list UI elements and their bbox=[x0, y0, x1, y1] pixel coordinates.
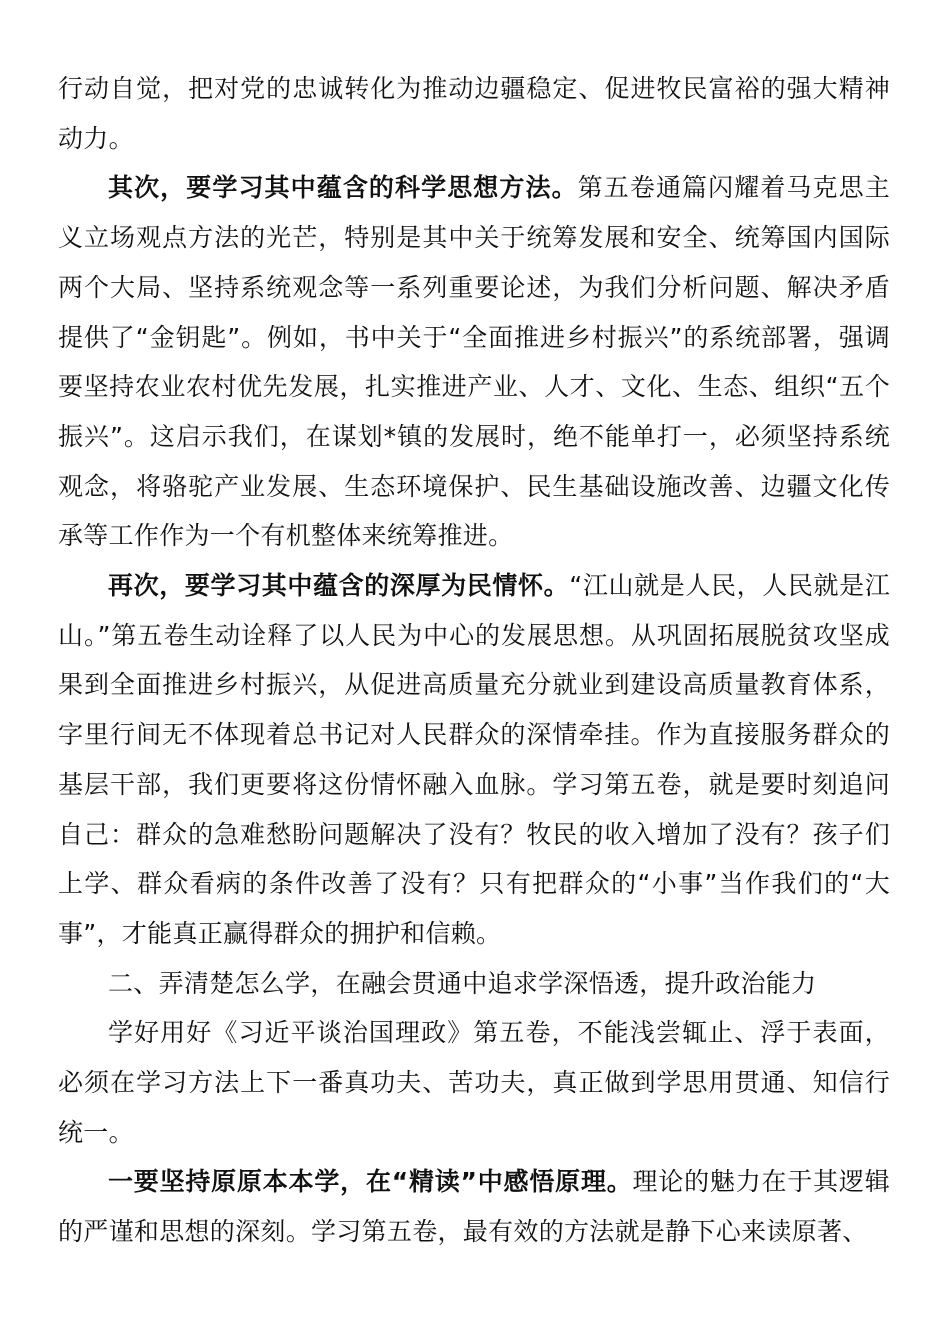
paragraph-6-heading: 一要坚持原原本本学，在“精读”中感悟原理。 bbox=[108, 1167, 633, 1197]
paragraph-5 bbox=[58, 1008, 890, 1157]
paragraph-2-text: 第五卷通篇闪耀着马克思主义立场观点方法的光芒，特别是其中关于统筹发展和安全、统筹国内国际两个大局、坚持系统观念等一系列重要论述，为我们分析问题、解决矛盾提供了“金钥匙”。例如，书中关于“全面推进乡村振兴”的系统部署，强调要坚持农业农村优先发展，扎实推进产业、人才、文化、生态、组织“五个振兴”。这启示我们，在谋划*镇的发展时，绝不能单打一，必须坚持系统观念，将骆驼产业发展、生态环境保护、民生基础设施改善、边疆文化传承等工作作为一个有机整体来统筹推进。 bbox=[58, 173, 890, 551]
paragraph-6 bbox=[58, 1157, 890, 1256]
paragraph-3-text: “江山就是人民，人民就是江山。”第五卷生动诠释了以人民为中心的发展思想。从巩固拓展脱贫攻坚成果到全面推进乡村振兴，从促进高质量充分就业到建设高质量教育体系，字里行间无不体现着总书记对人民群众的深情牵挂。作为直接服务群众的基层干部，我们更要将这份情怀融入血脉。学习第五卷，就是要时刻追问自己：群众的急难愁盼问题解决了没有？牧民的收入增加了没有？孩子们上学、群众看病的条件改善了没有？只有把群众的“小事”当作我们的“大事”，才能真正赢得群众的拥护和信赖。 bbox=[58, 571, 890, 948]
paragraph-2 bbox=[58, 163, 890, 561]
section-heading-2-text: 二、弄清楚怎么学，在融会贯通中追求学深悟透，提升政治能力 bbox=[108, 968, 817, 998]
paragraph-5-text: 学好用好《习近平谈治国理政》第五卷，不能浅尝辄止、浮于表面，必须在学习方法上下一番真功夫、苦功夫，真正做到学思用贯通、知信行统一。 bbox=[58, 1018, 890, 1147]
section-heading-2 bbox=[58, 959, 890, 1009]
paragraph-6-text: 理论的魅力在于其逻辑的严谨和思想的深刻。学习第五卷，最有效的方法就是静下心来读原著、 bbox=[58, 1167, 890, 1247]
paragraph-3 bbox=[58, 561, 890, 959]
paragraph-2-heading: 其次，要学习其中蕴含的科学思想方法。 bbox=[108, 173, 578, 203]
paragraph-1-text: 行动自觉，把对党的忠诚转化为推动边疆稳定、促进牧民富裕的强大精神动力。 bbox=[58, 74, 890, 153]
paragraph-3-heading: 再次，要学习其中蕴含的深厚为民情怀。 bbox=[108, 571, 570, 601]
paragraph-1 bbox=[58, 64, 890, 163]
